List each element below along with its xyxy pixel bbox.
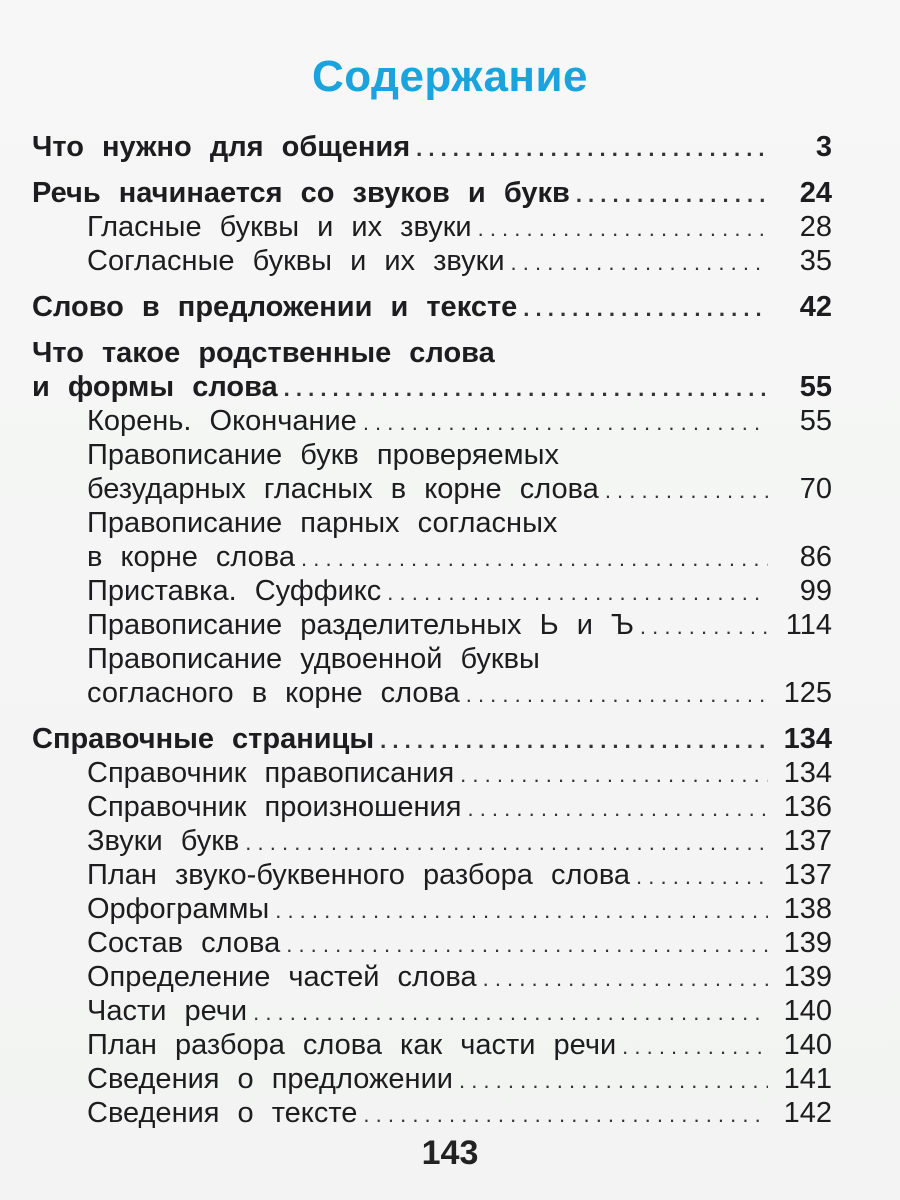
toc-page-number: 35 xyxy=(799,245,832,277)
dot-leader xyxy=(478,212,768,246)
toc-item[interactable] xyxy=(32,994,832,1028)
toc-item-title: в корне слова xyxy=(87,541,296,573)
toc-section[interactable] xyxy=(32,176,832,210)
toc-page-number: 55 xyxy=(799,405,832,437)
toc-item-title: Сведения о тексте xyxy=(87,1097,358,1129)
toc-item[interactable] xyxy=(32,756,832,790)
toc-page-number: 140 xyxy=(783,995,832,1027)
toc-page-number: 137 xyxy=(783,859,832,891)
toc-item[interactable] xyxy=(32,676,832,710)
toc-item-title: План разбора слова как части речи xyxy=(87,1029,617,1061)
toc-item[interactable] xyxy=(32,892,832,926)
toc-item-title: Корень. Окончание xyxy=(87,405,357,437)
toc-item[interactable] xyxy=(32,608,832,642)
toc-item-title: Определение частей слова xyxy=(87,961,477,993)
toc-item-title: Справочник правописания xyxy=(87,757,455,789)
toc-item[interactable] xyxy=(32,790,832,824)
toc-item-title: План звуко-буквенного разбора слова xyxy=(87,859,631,891)
dot-leader xyxy=(636,860,768,894)
toc-item-title: Орфограммы xyxy=(87,893,270,925)
toc-section-title: Слово в предложении и тексте xyxy=(32,291,518,323)
toc-item[interactable] xyxy=(32,824,832,858)
toc-item-title: согласного в корне слова xyxy=(87,677,460,709)
dot-leader xyxy=(605,474,768,508)
toc-item-title-line[interactable]: Правописание букв проверяемых xyxy=(87,439,559,471)
toc-item-title: Приставка. Суффикс xyxy=(87,575,382,607)
dot-leader xyxy=(363,1098,768,1132)
toc-page-number: 70 xyxy=(799,473,832,505)
dot-leader xyxy=(301,542,768,576)
dot-leader xyxy=(640,610,768,644)
toc-page-number: 134 xyxy=(783,757,832,789)
toc-section-title: Речь начинается со звуков и букв xyxy=(32,177,570,209)
dot-leader xyxy=(622,1030,768,1064)
dot-leader xyxy=(245,826,768,860)
dot-leader xyxy=(467,792,768,826)
page-number: 143 xyxy=(421,1134,479,1172)
toc-item[interactable] xyxy=(32,404,832,438)
toc-page-number: 137 xyxy=(783,825,832,857)
toc-item-title-line[interactable]: Правописание парных согласных xyxy=(87,507,558,539)
toc-item[interactable] xyxy=(32,960,832,994)
toc-item[interactable] xyxy=(32,472,832,506)
toc-page-number: 139 xyxy=(783,927,832,959)
toc-section-title: и формы слова xyxy=(32,371,278,403)
dot-leader xyxy=(253,996,768,1030)
toc-page-number: 125 xyxy=(783,677,832,709)
toc-item[interactable] xyxy=(32,540,832,574)
toc-item-title: Правописание разделительных Ь и Ъ xyxy=(87,609,634,641)
toc-item[interactable] xyxy=(32,1096,832,1130)
toc-section[interactable] xyxy=(32,722,832,756)
dot-leader xyxy=(284,372,768,406)
dot-leader xyxy=(459,1064,768,1098)
toc-item[interactable] xyxy=(32,1028,832,1062)
dot-leader xyxy=(416,132,768,166)
toc-page-number: 134 xyxy=(783,723,832,755)
dot-leader xyxy=(483,962,768,996)
dot-leader xyxy=(363,406,768,440)
toc-page-number: 138 xyxy=(783,893,832,925)
toc-page-number: 139 xyxy=(783,961,832,993)
dot-leader xyxy=(466,678,768,712)
toc-item[interactable] xyxy=(32,574,832,608)
toc-page-number: 136 xyxy=(783,791,832,823)
toc-page-number: 3 xyxy=(815,131,832,163)
toc-section[interactable] xyxy=(32,370,832,404)
toc-page-number: 140 xyxy=(783,1029,832,1061)
toc-item[interactable] xyxy=(32,210,832,244)
dot-leader xyxy=(523,292,768,326)
dot-leader xyxy=(275,894,768,928)
table-of-contents xyxy=(32,130,832,1130)
toc-item-title: Звуки букв xyxy=(87,825,240,857)
toc-section-title: Справочные страницы xyxy=(32,723,375,755)
toc-page-number: 142 xyxy=(783,1097,832,1129)
toc-section[interactable] xyxy=(32,130,832,164)
toc-item[interactable] xyxy=(32,858,832,892)
dot-leader xyxy=(576,178,768,212)
toc-item[interactable] xyxy=(32,926,832,960)
toc-item-title: Справочник произношения xyxy=(87,791,462,823)
toc-page-number: 86 xyxy=(799,541,832,573)
dot-leader xyxy=(460,758,768,792)
dot-leader xyxy=(387,576,768,610)
toc-page-number: 55 xyxy=(799,371,832,403)
toc-page-number: 28 xyxy=(799,211,832,243)
toc-item-title-line[interactable]: Правописание удвоенной буквы xyxy=(87,643,540,675)
toc-item-title: Гласные буквы и их звуки xyxy=(87,211,472,243)
page-title: Содержание xyxy=(311,52,589,101)
dot-leader xyxy=(511,246,768,280)
toc-item-title: Состав слова xyxy=(87,927,281,959)
toc-page-number: 42 xyxy=(799,291,832,323)
toc-item-title: безударных гласных в корне слова xyxy=(87,473,599,505)
toc-page-number: 141 xyxy=(783,1063,832,1095)
toc-item[interactable] xyxy=(32,244,832,278)
toc-item[interactable] xyxy=(32,1062,832,1096)
dot-leader xyxy=(286,928,768,962)
toc-page-number: 99 xyxy=(799,575,832,607)
toc-section-title: Что нужно для общения xyxy=(32,131,411,163)
toc-page-number: 114 xyxy=(785,609,832,641)
toc-item-title: Согласные буквы и их звуки xyxy=(87,245,505,277)
toc-section[interactable] xyxy=(32,290,832,324)
toc-section-title-line[interactable]: Что такое родственные слова xyxy=(32,337,495,369)
toc-item-title: Сведения о предложении xyxy=(87,1063,453,1095)
toc-item-title: Части речи xyxy=(87,995,248,1027)
dot-leader xyxy=(380,724,768,758)
toc-page-number: 24 xyxy=(799,177,832,209)
